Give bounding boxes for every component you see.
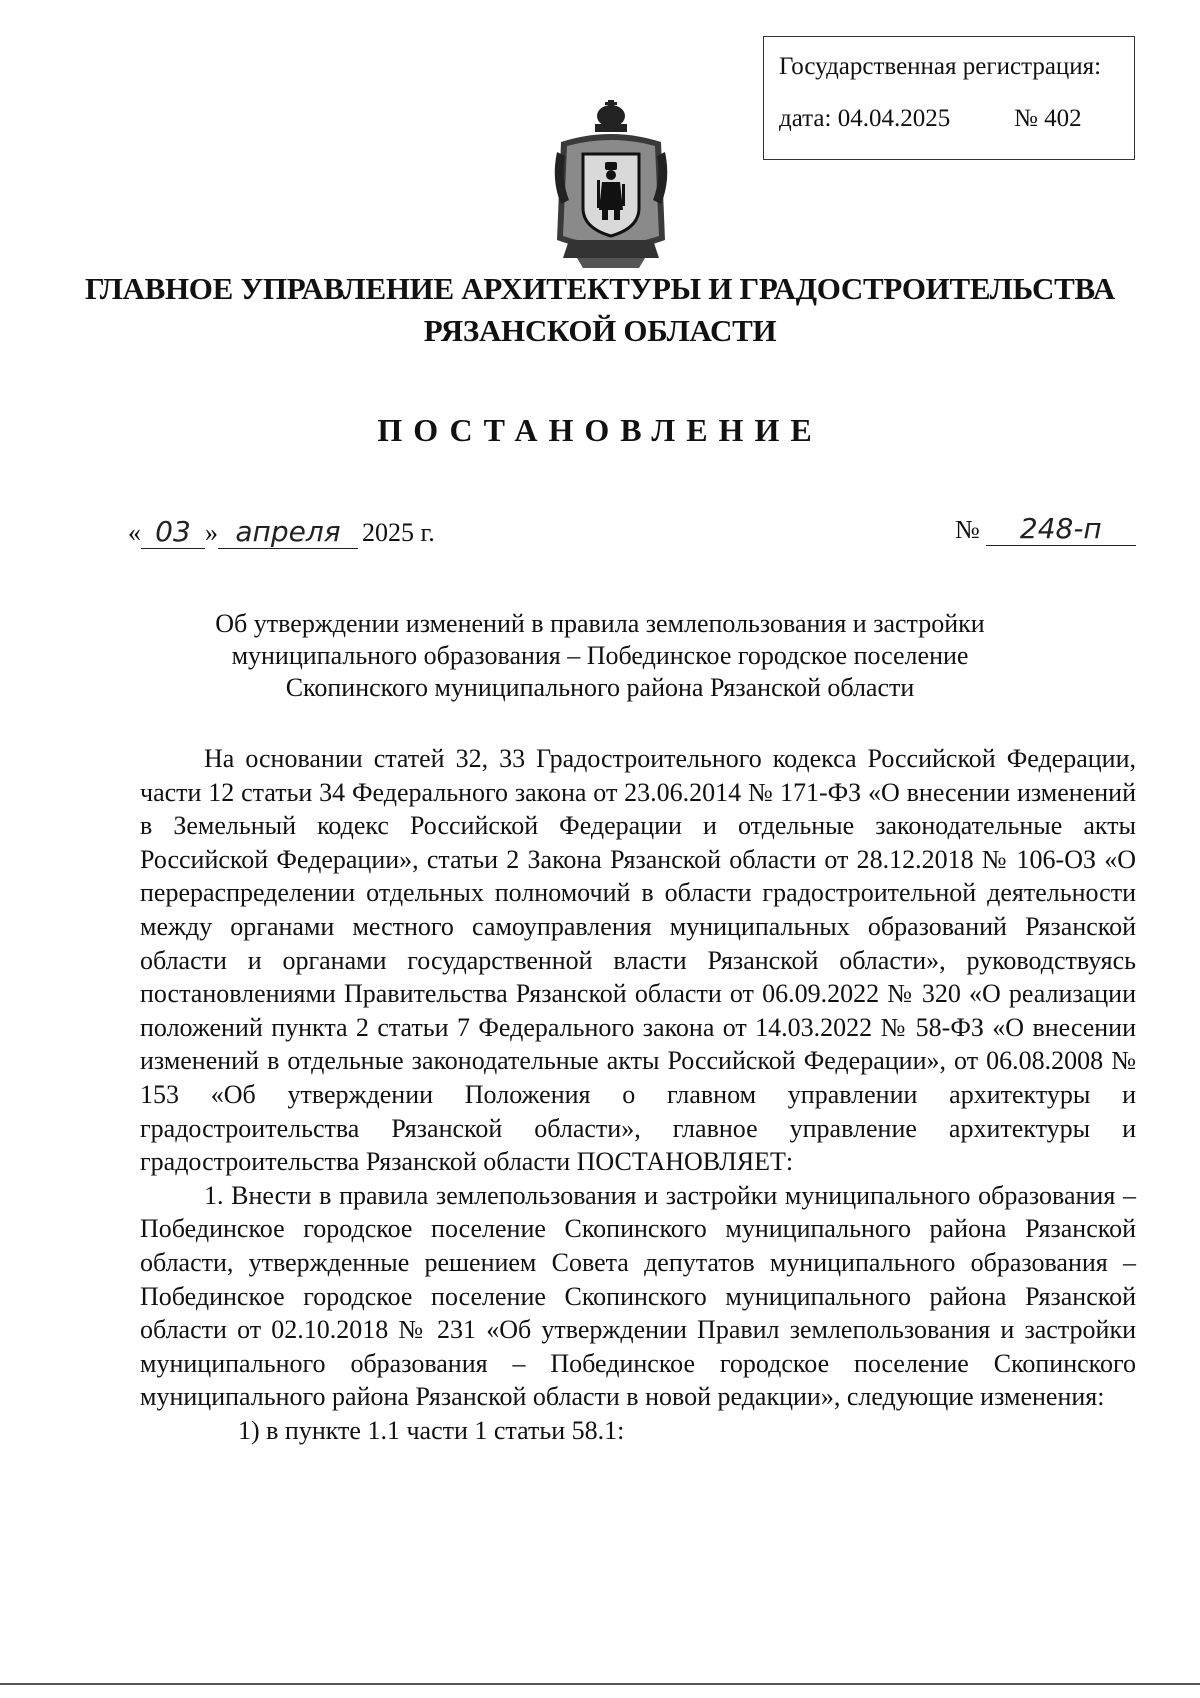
registration-title: Государственная регистрация: <box>779 53 1102 80</box>
subpoint-1-paragraph: 1) в пункте 1.1 части 1 статьи 58.1: <box>238 1415 625 1445</box>
subject-line-3: Скопинского муниципального района Рязанской области <box>285 673 915 702</box>
handwritten-number: 248-п <box>986 512 1136 546</box>
open-quote: « <box>128 518 141 547</box>
number-prefix: № <box>955 515 980 544</box>
organization-title <box>60 268 1140 352</box>
issue-date <box>128 515 435 549</box>
registration-number: № 402 <box>1014 105 1082 132</box>
scan-edge-line <box>0 1683 1200 1685</box>
subject-line-2: муниципального образования – Побединское городское поселение <box>231 641 969 670</box>
organization-line-2: РЯЗАНСКОЙ ОБЛАСТИ <box>423 313 777 348</box>
registration-stamp <box>763 36 1135 160</box>
handwritten-month: апреля <box>218 515 358 549</box>
document-type: ПОСТАНОВЛЕНИЕ <box>377 412 823 448</box>
point-1-paragraph: 1. Внести в правила землепользования и застройки муниципального образования – Побединское городское поселение Скопинского муниципального района Рязанской области, утвержденные решением Совета депутатов муниципального образования – Побединское городское поселение Скопинского муниципального района Рязанской области от 02.10.2018 № 231 «Об утверждении Правил землепользования и застройки муниципального образования – Побединское городское поселение Скопинского муниципального района Рязанской области в новой редакции», следующие изменения: <box>140 1180 1136 1412</box>
organization-line-1: ГЛАВНОЕ УПРАВЛЕНИЕ АРХИТЕКТУРЫ И ГРАДОСТРОИТЕЛЬСТВА <box>84 271 1115 306</box>
coat-of-arms-icon <box>547 100 675 270</box>
close-quote: » <box>205 518 218 547</box>
handwritten-day: 03 <box>141 515 205 549</box>
subject-line-1: Об утверждении изменений в правила землепользования и застройки <box>215 609 985 638</box>
registration-date: дата: 04.04.2025 <box>779 105 951 132</box>
document-body <box>140 742 1136 1447</box>
preamble-paragraph: На основании статей 32, 33 Градостроительного кодекса Российской Федерации, части 12 статьи 34 Федерального закона от 23.06.2014 № 171-ФЗ «О внесении изменений в Земельный кодекс Российской Федерации и отдельные законодательные акты Российской Федерации», статьи 2 Закона Рязанской области от 28.12.2018 № 106-ОЗ «О перераспределении отдельных полномочий в области градостроительной деятельности между органами местного самоуправления муниципальных образований Рязанской области и органами государственной власти Рязанской области», руководствуясь постановлениями Правительства Рязанской области от 06.09.2022 № 320 «О реализации положений пункта 2 статьи 7 Федерального закона от 14.03.2022 № 58-ФЗ «О внесении изменений в отдельные законодательные акты Российской Федерации», от 06.08.2008 № 153 «Об утверждении Положения о главном управлении архитектуры и градостроительства Рязанской области», главное управление архитектуры и градостроительства Рязанской области ПОСТАНОВЛЯЕТ: <box>140 744 1136 1177</box>
issue-number <box>955 512 1136 546</box>
issue-year: 2025 г. <box>362 518 435 547</box>
document-subject <box>150 608 1050 704</box>
